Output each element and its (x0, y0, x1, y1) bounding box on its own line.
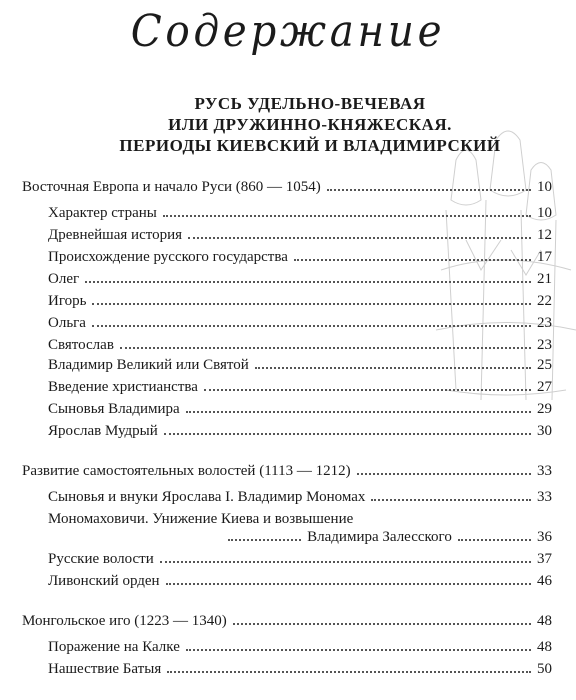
toc-page-number: 12 (537, 227, 552, 243)
leader-dots (120, 347, 531, 349)
leader-dots (167, 671, 531, 673)
toc-page-number: 48 (537, 613, 552, 629)
toc-entry-label: Сыновья и внуки Ярослава I. Владимир Мономах (48, 489, 366, 505)
toc-page-number: 50 (537, 661, 552, 677)
leader-dots (92, 303, 531, 305)
toc-entry-label: Сыновья Владимира (48, 401, 180, 417)
toc-entry-label: Олег (48, 271, 80, 287)
leader-dots (204, 389, 531, 391)
leader-dots (327, 189, 531, 191)
toc-entry-label: Русские волости (48, 551, 154, 567)
toc-entry[interactable] (48, 292, 552, 310)
toc-page-number: 36 (537, 529, 552, 545)
toc-section-3[interactable] (22, 612, 552, 630)
leader-dots (357, 473, 531, 475)
toc-section-label: Восточная Европа и начало Руси (860 — 1054) (22, 179, 321, 195)
leader-dots (255, 367, 531, 369)
toc-entry-label: Введение христианства (48, 379, 198, 395)
toc-page-number: 21 (537, 271, 552, 287)
toc-entry-label: Святослав (48, 337, 114, 353)
toc-page-number: 27 (537, 379, 552, 395)
section-subtitle (110, 93, 510, 156)
toc-entry[interactable] (48, 270, 552, 288)
leader-dots (92, 325, 531, 327)
toc-page-number: 25 (537, 357, 552, 373)
leader-dots (164, 433, 531, 435)
toc-section-1[interactable] (22, 178, 552, 196)
toc-section-2[interactable] (22, 462, 552, 480)
leader-dots (85, 281, 531, 283)
toc-entry[interactable] (48, 400, 552, 418)
toc-entry[interactable] (48, 572, 552, 590)
toc-entry[interactable] (48, 248, 552, 266)
toc-page-number: 46 (537, 573, 552, 589)
leader-dots (371, 499, 531, 501)
toc-entry[interactable] (48, 488, 552, 506)
toc-entry[interactable] (48, 528, 552, 546)
toc-entry-label: Характер страны (48, 205, 157, 221)
toc-entry-label[interactable]: Мономаховичи. Унижение Киева и возвышение (48, 511, 354, 527)
leader-dots (163, 215, 531, 217)
toc-entry[interactable] (48, 204, 552, 222)
toc-section-label: Развитие самостоятельных волостей (1113 — 1212) (22, 463, 351, 479)
leader-dots (166, 583, 531, 585)
toc-entry[interactable] (48, 356, 552, 374)
leader-dots (160, 561, 531, 563)
toc-page-number: 23 (537, 315, 552, 331)
toc-page-number: 33 (537, 463, 552, 479)
toc-page-number: 33 (537, 489, 552, 505)
toc-page-number: 22 (537, 293, 552, 309)
toc-entry-label: Древнейшая история (48, 227, 183, 243)
leader-dots (188, 237, 531, 239)
toc-page-number: 29 (537, 401, 552, 417)
toc-page-number: 23 (537, 337, 552, 353)
toc-entry[interactable] (48, 378, 552, 396)
toc-page-number: 48 (537, 639, 552, 655)
page-title: Содержание (130, 6, 446, 57)
toc-page-number: 30 (537, 423, 552, 439)
subtitle-line: РУСЬ УДЕЛЬНО-ВЕЧЕВАЯ (194, 94, 426, 113)
toc-page-number: 10 (537, 205, 552, 221)
toc-entry[interactable] (48, 336, 552, 354)
toc-entry[interactable] (48, 314, 552, 332)
leader-dots (233, 623, 531, 625)
toc-page-number: 10 (537, 179, 552, 195)
leader-dots (458, 539, 531, 541)
toc-entry-label: Ливонский орден (48, 573, 160, 589)
leader-dots (186, 411, 531, 413)
toc-entry-label: Происхождение русского государства (48, 249, 288, 265)
toc-page-number: 37 (537, 551, 552, 567)
toc-entry-label-continued: Владимира Залесского (307, 529, 452, 545)
toc-entry-label: Владимир Великий или Святой (48, 357, 249, 373)
toc-entry[interactable] (48, 550, 552, 568)
toc-entry-label: Игорь (48, 293, 87, 309)
toc-entry[interactable] (48, 660, 552, 678)
toc-entry-label: Поражение на Калке (48, 639, 180, 655)
toc-entry-label: Ярослав Мудрый (48, 423, 158, 439)
leader-dots (294, 259, 531, 261)
toc-entry-label: Нашествие Батыя (48, 661, 162, 677)
subtitle-line: ПЕРИОДЫ КИЕВСКИЙ И ВЛАДИМИРСКИЙ (119, 136, 501, 155)
toc-section-label: Монгольское иго (1223 — 1340) (22, 613, 227, 629)
toc-entry[interactable] (48, 638, 552, 656)
subtitle-line: ИЛИ ДРУЖИННО-КНЯЖЕСКАЯ. (168, 115, 452, 134)
toc-entry[interactable] (48, 226, 552, 244)
toc-entry[interactable] (48, 422, 552, 440)
toc-entry-label: Ольга (48, 315, 86, 331)
toc-page-number: 17 (537, 249, 552, 265)
leader-dots (186, 649, 531, 651)
leader-dots (228, 539, 301, 541)
